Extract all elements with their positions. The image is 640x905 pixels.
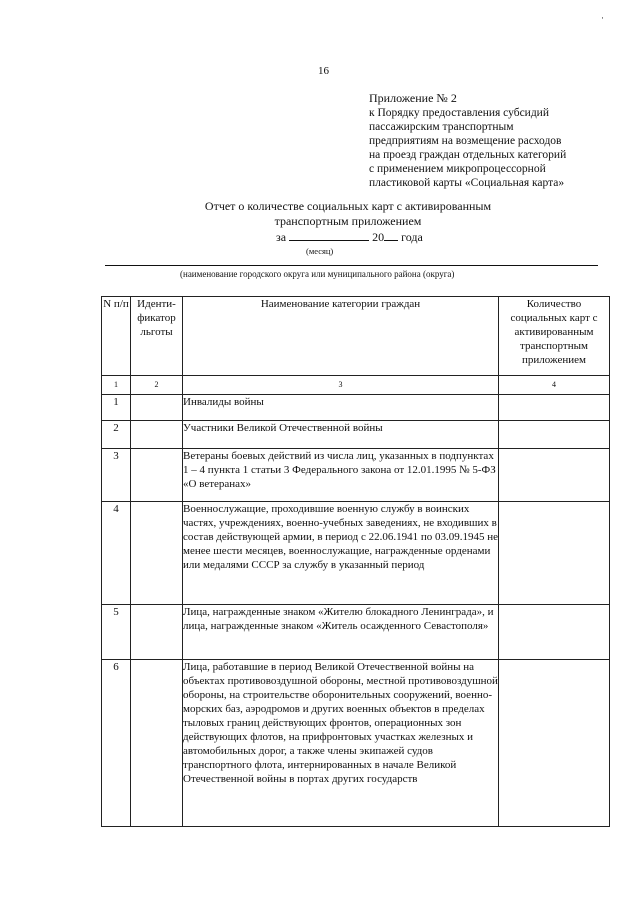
row-ident-cell — [131, 449, 183, 502]
row-name: Ветераны боевых действий из числа лиц, указанных в подпунктах 1 – 4 пункта 1 статьи 3 Федерального закона от 12.01.1995 № 5-ФЗ «О ветеранах» — [183, 449, 499, 502]
period-year-suffix: года — [401, 230, 423, 244]
appendix-title: Приложение № 2 — [369, 91, 457, 105]
appendix-block — [369, 91, 609, 190]
row-ident-cell — [131, 395, 183, 421]
row-num: 5 — [102, 605, 131, 660]
table-row — [102, 449, 610, 502]
header-ident: Иденти-фикатор льготы — [131, 297, 183, 376]
row-count-cell — [499, 605, 610, 660]
row-count-cell — [499, 502, 610, 605]
appendix-line: пассажирским транспортным — [369, 121, 514, 133]
row-count-cell — [499, 421, 610, 449]
row-name: Лица, работавшие в период Великой Отечественной войны на объектах противовоздушной обороны, местной противовоздушной обороны, на строительстве оборонительных сооружений, военно-морских баз, аэродромов и других военных объектов в пределах тыловых границ действующих фронтов, операционных зон действующих флотов, на прифронтовых участках железных и автомобильных дорог, а также члены экипажей судов транспортного флота, интернированных в начале Великой Отечественной войны в портах других государств — [183, 660, 499, 827]
appendix-line: предприятиям на возмещение расходов — [369, 135, 562, 147]
row-count-cell — [499, 449, 610, 502]
col-number: 1 — [102, 376, 131, 395]
table-row — [102, 395, 610, 421]
row-ident-cell — [131, 660, 183, 827]
period-prefix: за — [276, 230, 287, 244]
table-row — [102, 660, 610, 827]
period-year-prefix: 20 — [372, 230, 385, 244]
row-name: Инвалиды войны — [183, 395, 499, 421]
row-ident-cell — [131, 421, 183, 449]
report-period — [276, 230, 423, 245]
table-row — [102, 605, 610, 660]
month-caption: (месяц) — [306, 246, 334, 256]
col-number: 4 — [499, 376, 610, 395]
row-count-cell — [499, 395, 610, 421]
row-ident-cell — [131, 605, 183, 660]
row-ident-cell — [131, 502, 183, 605]
table-header-row — [102, 297, 610, 376]
row-name: Лица, награжденные знаком «Жителю блокадного Ленинграда», и лица, награжденные знаком «Житель осажденного Севастополя» — [183, 605, 499, 660]
row-num: 1 — [102, 395, 131, 421]
appendix-line: на проезд граждан отдельных категорий — [369, 149, 567, 161]
row-num: 3 — [102, 449, 131, 502]
year-blank — [384, 230, 398, 241]
report-title-line-1: Отчет о количестве социальных карт с активированным — [204, 199, 492, 213]
row-num: 4 — [102, 502, 131, 605]
header-count: Количество социальных карт с активированным транспортным приложением — [499, 297, 610, 376]
report-table — [101, 296, 610, 827]
header-name: Наименование категории граждан — [183, 297, 499, 376]
row-num: 2 — [102, 421, 131, 449]
page-number: 16 — [318, 65, 329, 77]
table-row — [102, 502, 610, 605]
row-count-cell — [499, 660, 610, 827]
appendix-line: с применением микропроцессорной — [369, 163, 546, 175]
territory-caption: (наименование городского округа или муниципального района (округа) — [180, 269, 455, 279]
month-blank — [289, 230, 369, 241]
report-title-line-2: транспортным приложением — [274, 214, 422, 228]
row-name: Военнослужащие, проходившие военную службу в воинских частях, учреждениях, военно-учебных заведениях, не входивших в состав действующей армии, в период с 22.06.1941 по 03.09.1945 не менее шести месяцев, военнослужащие, награжденные орденами или медалями СССР за службу в указанный период — [183, 502, 499, 605]
column-numbers-row — [102, 376, 610, 395]
scan-speck: · — [601, 13, 604, 23]
row-num: 6 — [102, 660, 131, 827]
row-name: Участники Великой Отечественной войны — [183, 421, 499, 449]
table-row — [102, 421, 610, 449]
col-number: 3 — [183, 376, 499, 395]
territory-line — [105, 265, 598, 266]
appendix-line: пластиковой карты «Социальная карта» — [369, 177, 565, 189]
report-title — [178, 199, 518, 229]
col-number: 2 — [131, 376, 183, 395]
header-num: N п/п — [102, 297, 131, 376]
appendix-line: к Порядку предоставления субсидий — [369, 107, 549, 119]
